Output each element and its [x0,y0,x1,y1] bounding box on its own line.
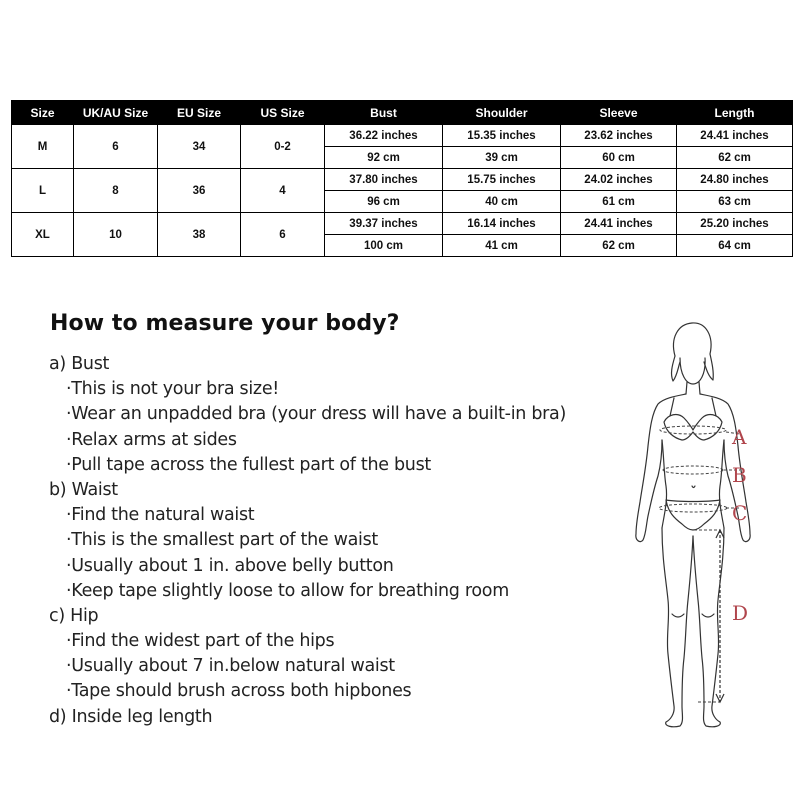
guide-tip: ·Find the natural waist [66,505,255,526]
size-chart-table [11,100,793,257]
measurement-lines [659,426,740,702]
guide-heading-inside-leg: d) Inside leg length [49,706,213,727]
cell-bust-inches: 39.37 inches [325,213,443,235]
label-d: D [732,601,749,625]
cell-shoulder-inches: 16.14 inches [443,213,561,235]
guide-tip: ·This is the smallest part of the waist [66,530,378,551]
guide-tip: ·Usually about 1 in. above belly button [66,555,394,576]
size-table-header-row [12,101,793,125]
cell-bust-inches: 36.22 inches [325,125,443,147]
header-eu-size: EU Size [158,101,241,125]
cell-eu: 36 [158,169,241,213]
header-sleeve: Sleeve [561,101,677,125]
cell-length-inches: 24.80 inches [677,169,793,191]
cell-length-cm: 63 cm [677,191,793,213]
guide-heading-waist: b) Waist [49,479,118,500]
cell-bust-cm: 92 cm [325,147,443,169]
cell-uk-au: 6 [74,125,158,169]
body-measurement-figure [620,318,800,738]
cell-length-cm: 62 cm [677,147,793,169]
cell-bust-inches: 37.80 inches [325,169,443,191]
cell-shoulder-inches: 15.35 inches [443,125,561,147]
label-c: C [732,501,748,525]
cell-eu: 38 [158,213,241,257]
cell-shoulder-cm: 39 cm [443,147,561,169]
cell-sleeve-inches: 24.41 inches [561,213,677,235]
measure-guide-list [49,352,609,730]
cell-us: 6 [241,213,325,257]
table-row [12,213,793,235]
cell-us: 4 [241,169,325,213]
cell-sleeve-cm: 61 cm [561,191,677,213]
guide-tip: ·Tape should brush across both hipbones [66,681,412,702]
guide-tip: ·This is not your bra size! [66,379,280,400]
header-shoulder: Shoulder [443,101,561,125]
guide-tip: ·Usually about 7 in.below natural waist [66,656,395,677]
cell-size: XL [12,213,74,257]
cell-size: M [12,125,74,169]
cell-eu: 34 [158,125,241,169]
cell-size: L [12,169,74,213]
cell-length-cm: 64 cm [677,235,793,257]
cell-length-inches: 25.20 inches [677,213,793,235]
cell-us: 0-2 [241,125,325,169]
header-length: Length [677,101,793,125]
label-a: A [732,425,747,449]
cell-shoulder-cm: 41 cm [443,235,561,257]
header-bust: Bust [325,101,443,125]
cell-length-inches: 24.41 inches [677,125,793,147]
header-size: Size [12,101,74,125]
label-b: B [732,463,747,487]
header-uk-au-size: UK/AU Size [74,101,158,125]
cell-shoulder-inches: 15.75 inches [443,169,561,191]
table-row [12,169,793,191]
cell-uk-au: 8 [74,169,158,213]
cell-sleeve-cm: 62 cm [561,235,677,257]
cell-uk-au: 10 [74,213,158,257]
table-row [12,125,793,147]
waist-measure-line [663,466,723,474]
cell-bust-cm: 100 cm [325,235,443,257]
cell-bust-cm: 96 cm [325,191,443,213]
cell-sleeve-inches: 23.62 inches [561,125,677,147]
guide-tip: ·Find the widest part of the hips [66,631,335,652]
guide-tip: ·Keep tape slightly loose to allow for breathing room [66,580,509,601]
guide-heading-bust: a) Bust [49,354,110,374]
guide-tip: ·Wear an unpadded bra (your dress will have a built-in bra) [66,404,566,425]
guide-tip: ·Relax arms at sides [66,429,237,450]
cell-sleeve-inches: 24.02 inches [561,169,677,191]
measure-guide-title: How to measure your body? [50,311,400,336]
guide-tip: ·Pull tape across the fullest part of the bust [66,454,431,475]
header-us-size: US Size [241,101,325,125]
cell-sleeve-cm: 60 cm [561,147,677,169]
cell-shoulder-cm: 40 cm [443,191,561,213]
guide-heading-hip: c) Hip [49,605,99,626]
